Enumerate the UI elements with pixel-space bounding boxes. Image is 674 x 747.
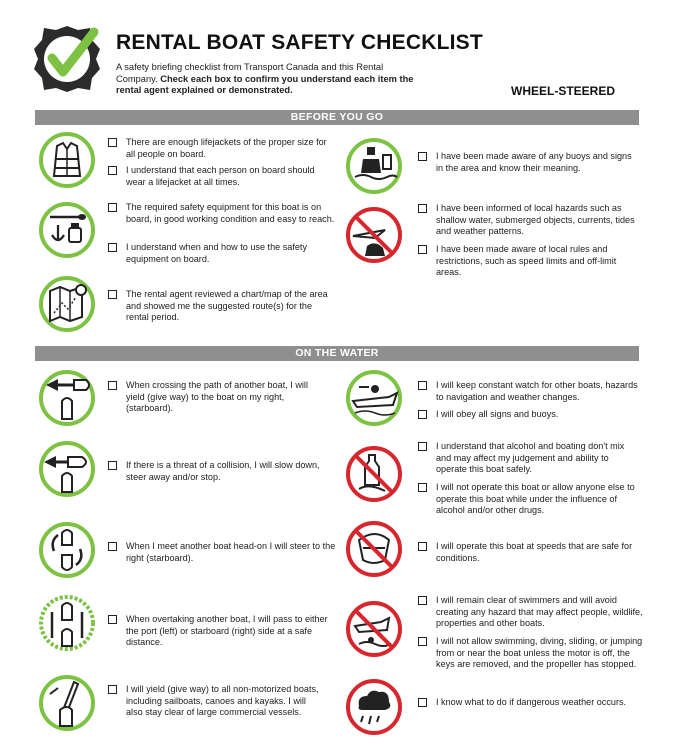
no-swimmer-hazard-icon: [345, 600, 403, 658]
checkbox[interactable]: [418, 483, 427, 492]
checkbox[interactable]: [418, 698, 427, 707]
checkbox[interactable]: [108, 685, 117, 694]
check-item-chart-route[interactable]: The rental agent reviewed a chart/map of the area and showed me the suggested route(s) for the rental period.: [108, 289, 336, 324]
non-motorized-icon: [38, 674, 96, 732]
checkbox[interactable]: [108, 542, 117, 551]
check-item-equipment-use[interactable]: I understand when and how to use the safety equipment on board.: [108, 242, 336, 265]
crossing-boats-icon: [38, 369, 96, 427]
check-item-signs[interactable]: I will obey all signs and buoys.: [418, 409, 640, 421]
no-speeding-icon: [345, 520, 403, 578]
check-item-local-rules[interactable]: I have been made aware of local rules and restrictions, such as speed limits and off-limit areas.: [418, 244, 640, 279]
check-item-swimmers[interactable]: I will remain clear of swimmers and will avoid creating any hazard that may affect people, wildlife, properties and other boats.: [418, 595, 644, 630]
checkbox[interactable]: [418, 542, 427, 551]
subtitle: A safety briefing checklist from Transport Canada and this Rental Company. Check each box to confirm you understand each item the rental agent explained or demonstrated.: [116, 62, 414, 96]
check-item-lifejackets-enough[interactable]: There are enough lifejackets of the proper size for all people on board.: [108, 137, 328, 160]
check-item-alcohol-understand[interactable]: I understand that alcohol and boating don't mix and may affect my judgement and ability to operate this boat safely.: [418, 441, 640, 476]
check-item-buoys[interactable]: I have been made aware of any buoys and signs in the area and know their meaning.: [418, 151, 638, 174]
checkbox[interactable]: [108, 166, 117, 175]
checkbox[interactable]: [108, 203, 117, 212]
check-item-no-swimming[interactable]: I will not allow swimming, diving, sliding, or jumping from or near the boat unless the motor is off, the keys are removed, and the propeller has stopped.: [418, 636, 644, 671]
collision-avoid-icon: [38, 440, 96, 498]
checkbox[interactable]: [418, 637, 427, 646]
check-item-local-hazards[interactable]: I have been informed of local hazards such as shallow water, submerged objects, currents, tides and weather patterns.: [418, 203, 640, 238]
lookout-icon: [345, 369, 403, 427]
checkbox[interactable]: [418, 152, 427, 161]
chart-map-icon: [38, 275, 96, 333]
buoy-icon: [345, 137, 403, 195]
head-on-icon: [38, 521, 96, 579]
check-item-non-motorized[interactable]: I will yield (give way) to all non-motorized boats, including sailboats, canoes and kayaks. I will also stay clear of large commercial vessels.: [108, 684, 320, 719]
check-item-overtaking[interactable]: When overtaking another boat, I will pass to either the port (left) or starboard (right) side at a safe distance.: [108, 614, 330, 649]
checkbox[interactable]: [108, 243, 117, 252]
checkbox[interactable]: [418, 442, 427, 451]
checkbox[interactable]: [108, 138, 117, 147]
checkbox[interactable]: [108, 461, 117, 470]
checkbox[interactable]: [418, 381, 427, 390]
lifejacket-icon: [38, 131, 96, 189]
safety-equipment-icon: [38, 201, 96, 259]
storm-icon: [345, 678, 403, 736]
check-item-crossing[interactable]: When crossing the path of another boat, I will yield (give way) to the boat on my right, (starboard).: [108, 380, 323, 415]
check-item-speed[interactable]: I will operate this boat at speeds that are safe for conditions.: [418, 541, 640, 564]
check-item-head-on[interactable]: When I meet another boat head-on I will steer to the right (starboard).: [108, 541, 336, 564]
check-item-watch[interactable]: I will keep constant watch for other boats, hazards to navigation and weather changes.: [418, 380, 640, 403]
check-item-alcohol-not-operate[interactable]: I will not operate this boat or allow anyone else to operate this boat while under the influence of alcohol and/or other drugs.: [418, 482, 640, 517]
checkmark-logo: [30, 22, 104, 96]
check-item-lifejacket-wear[interactable]: I understand that each person on board should wear a lifejacket at all times.: [108, 165, 328, 188]
checkbox[interactable]: [108, 615, 117, 624]
checkbox[interactable]: [108, 290, 117, 299]
section-before-you-go: BEFORE YOU GO: [35, 110, 639, 125]
checkbox[interactable]: [418, 410, 427, 419]
checkbox[interactable]: [108, 381, 117, 390]
checkbox[interactable]: [418, 245, 427, 254]
steering-type: WHEEL-STEERED: [511, 84, 616, 98]
page-title: RENTAL BOAT SAFETY CHECKLIST: [116, 31, 483, 54]
no-shallow-hazard-icon: [345, 206, 403, 264]
checkbox[interactable]: [418, 204, 427, 213]
check-item-equipment-onboard[interactable]: The required safety equipment for this boat is on board, in good working condition and easy to reach.: [108, 202, 336, 225]
no-alcohol-icon: [345, 445, 403, 503]
section-on-the-water: ON THE WATER: [35, 346, 639, 361]
check-item-collision[interactable]: If there is a threat of a collision, I will slow down, steer away and/or stop.: [108, 460, 323, 483]
checkbox[interactable]: [418, 596, 427, 605]
overtaking-icon: [38, 594, 96, 652]
check-item-weather[interactable]: I know what to do if dangerous weather occurs.: [418, 697, 640, 709]
